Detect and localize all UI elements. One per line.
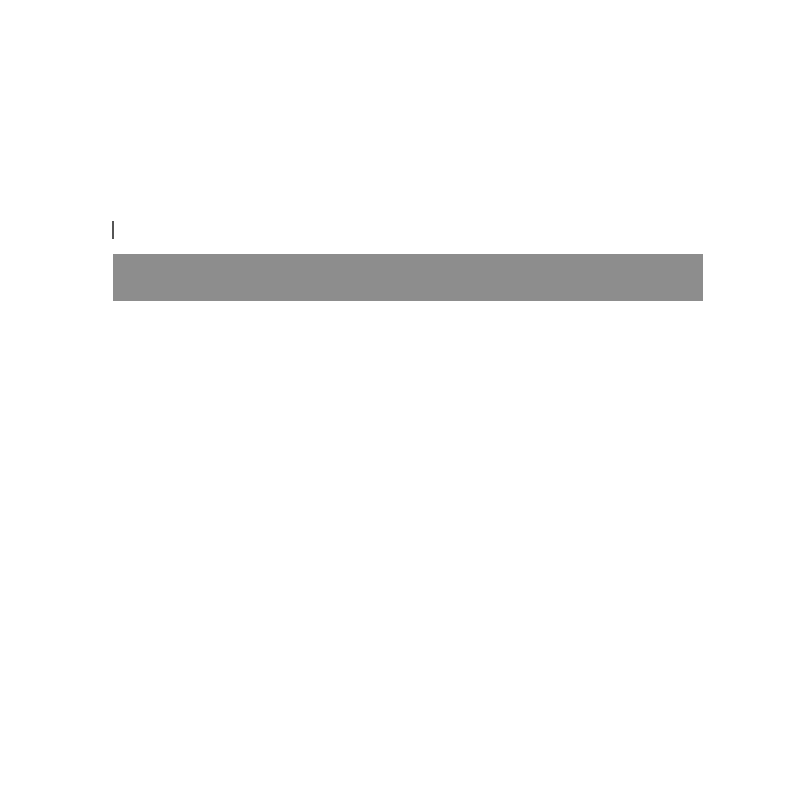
weight-table-body [113, 303, 703, 800]
section-title-accent [112, 221, 114, 239]
traveller-spec-table [100, 0, 704, 170]
weight-table-header [113, 254, 703, 301]
